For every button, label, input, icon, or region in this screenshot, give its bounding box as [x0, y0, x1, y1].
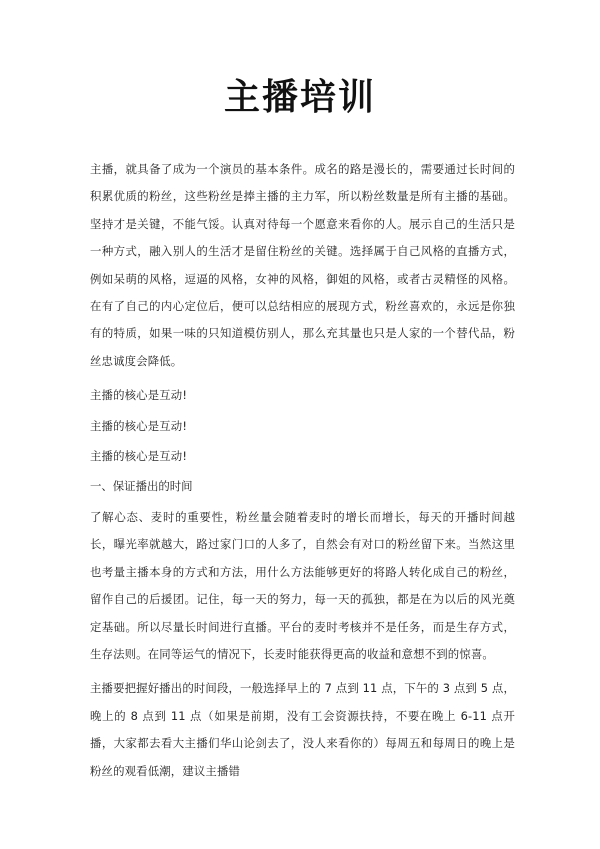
- intro-paragraph: 主播，就具备了成为一个演员的基本条件。成名的路是漫长的，需要通过长时间的积累优质的粉丝，这些粉丝是捧主播的主力军，所以粉丝数量是所有主播的基础。坚持才是关键，不能气馁。认真对待每一个愿意来看你的人。展示自己的生活只是一种方式，融入别人的生活才是留住粉丝的关键。选择属于自己风格的直播方式，例如呆萌的风格，逗逼的风格，女神的风格，御姐的风格，或者古灵精怪的风格。在有了自己的内心定位后，便可以总结相应的展现方式，粉丝喜欢的，永远是你独有的特质，如果一味的只知道模仿别人，那么充其量也只是人家的一个替代品，粉丝忠诚度会降低。: [90, 162, 515, 368]
- core-interaction-line-1: 主播的核心是互动!: [90, 388, 188, 403]
- document-body: [90, 156, 515, 792]
- broadcast-timeslot-paragraph: 主播要把握好播出的时间段，一般选择早上的 7 点到 11 点，下午的 3 点到 5 点，晚上的 8 点到 11 点（如果是前期，没有工会资源扶持，不要在晚上 6-11 点开播，大家都去看大主播们华山论剑去了，没人来看你的）每周五和每周日的晚上是粉丝的观看低潮，建议主播错: [90, 681, 515, 778]
- core-interaction-line-3: 主播的核心是互动!: [90, 449, 188, 464]
- core-interaction-line-2: 主播的核心是互动!: [90, 418, 188, 433]
- broadcast-duration-paragraph: 了解心态、麦时的重要性，粉丝量会随着麦时的增长而增长，每天的开播时间越长，曝光率就越大，路过家门口的人多了，自然会有对口的粉丝留下来。当然这里也考量主播本身的方式和方法，用什么方法能够更好的将路人转化成自己的粉丝，留作自己的后援团。记住，每一天的努力，每一天的孤独，都是在为以后的风光奠定基础。所以尽量长时间进行直播。平台的麦时考核并不是任务，而是生存方式，生存法则。在同等运气的情况下，长麦时能获得更高的收益和意想不到的惊喜。: [90, 509, 515, 661]
- document-title: 主播培训: [223, 77, 376, 118]
- section-heading-broadcast-time: 一、保证播出的时间: [90, 479, 193, 494]
